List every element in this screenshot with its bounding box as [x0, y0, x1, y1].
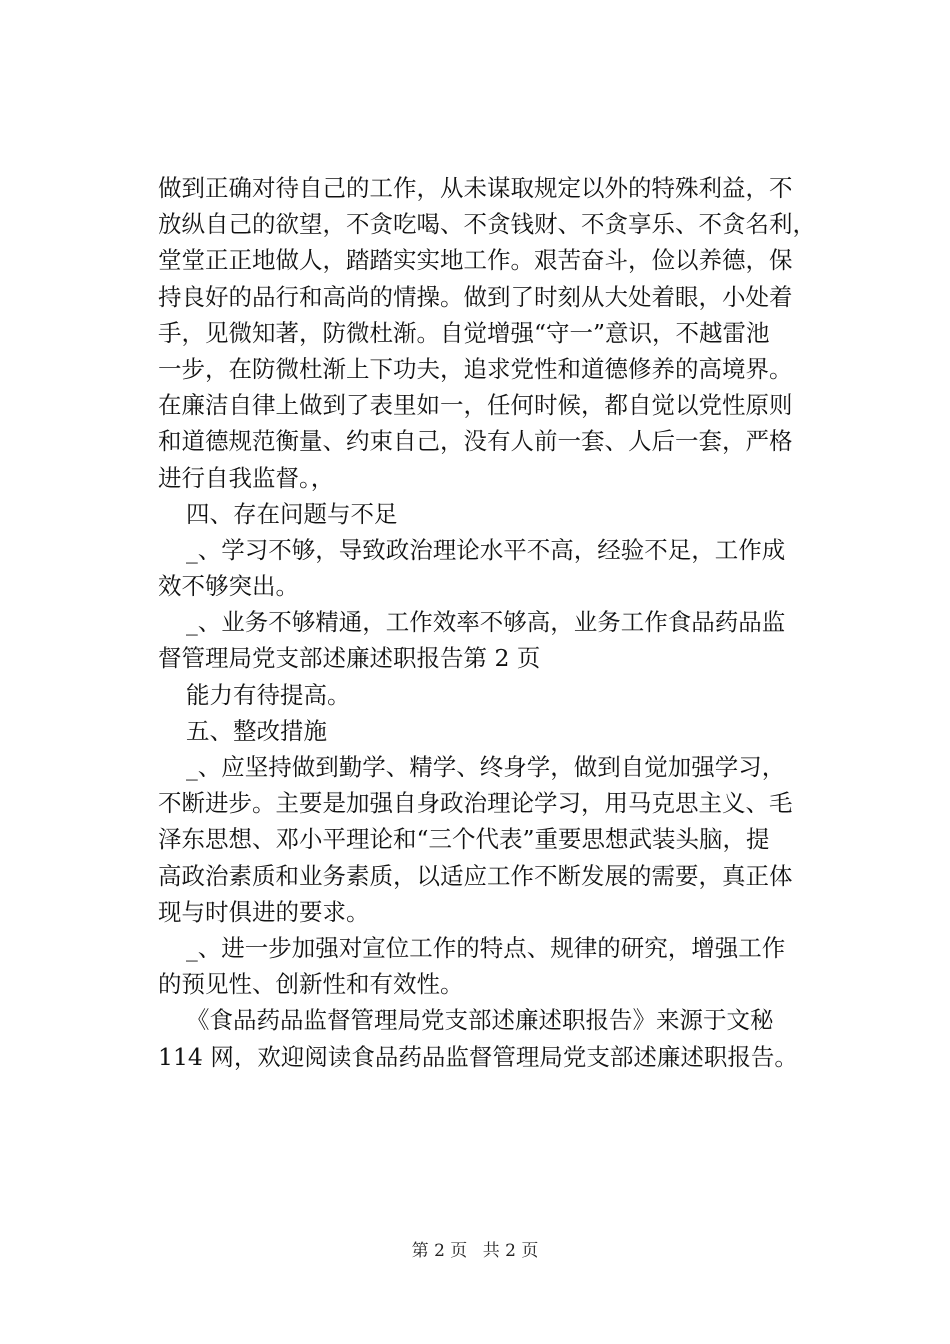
- text-line: 做到正确对待自己的工作，从未谋取规定以外的特殊利益，不: [158, 174, 793, 202]
- text-line: 不断进步。主要是加强自身政治理论学习，用马克思主义、毛: [158, 789, 793, 818]
- page-total: 共 2 页: [482, 1241, 539, 1261]
- text-line: _、进一步加强对宣位工作的特点、规律的研究，增强工作: [186, 933, 786, 962]
- text-line: 在廉洁自律上做到了表里如一，任何时候，都自觉以党性原则: [158, 391, 793, 420]
- text-line: 四、存在问题与不足: [186, 499, 398, 528]
- text-line: 堂堂正正地做人，踏踏实实地工作。艰苦奋斗，俭以养德，保: [158, 246, 793, 275]
- text-line: 手，见微知著，防微杜渐。自觉增强“守一”意识，不越雷池: [158, 318, 770, 347]
- page-number: 第 2 页: [411, 1241, 468, 1261]
- text-line: 持良好的品行和高尚的情操。做到了时刻从大处着眼，小处着: [158, 282, 793, 311]
- text-line: 高政治素质和业务素质，以适应工作不断发展的需要，真正体: [158, 861, 793, 890]
- text-line: 《食品药品监督管理局党支部述廉述职报告》来源于文秘: [186, 1006, 774, 1035]
- text-line: _、学习不够，导致政治理论水平不高，经验不足，工作成: [186, 535, 786, 564]
- text-line: 进行自我监督。，: [158, 463, 335, 492]
- text-line: 效不够突出。: [158, 572, 299, 601]
- text-line: 现与时俱进的要求。: [158, 897, 370, 926]
- text-line: _、应坚持做到勤学、精学、终身学，做到自觉加强学习，: [186, 753, 786, 781]
- text-line: 的预见性、创新性和有效性。: [158, 970, 464, 999]
- document-body: [158, 170, 838, 1075]
- text-line: 和道德规范衡量、约束自己，没有人前一套、人后一套，严格: [158, 427, 793, 456]
- text-line: 114 网，欢迎阅读食品药品监督管理局党支部述廉述职报告。: [158, 1042, 798, 1071]
- text-line: 泽东思想、邓小平理论和“三个代表”重要思想武装头脑，提: [158, 825, 770, 854]
- text-line: 一步，在防微杜渐上下功夫，追求党性和道德修养的高境界。: [158, 354, 793, 383]
- text-line: 能力有待提高。: [186, 680, 351, 709]
- text-line: 五、整改措施: [186, 716, 327, 745]
- text-line: 放纵自己的欲望，不贪吃喝、不贪钱财、不贪享乐、不贪名利，: [158, 210, 816, 239]
- text-line: 督管理局党支部述廉述职报告第 2 页: [158, 644, 541, 673]
- text-line: _、业务不够精通，工作效率不够高，业务工作食品药品监: [186, 608, 786, 637]
- page-footer: [0, 1240, 950, 1262]
